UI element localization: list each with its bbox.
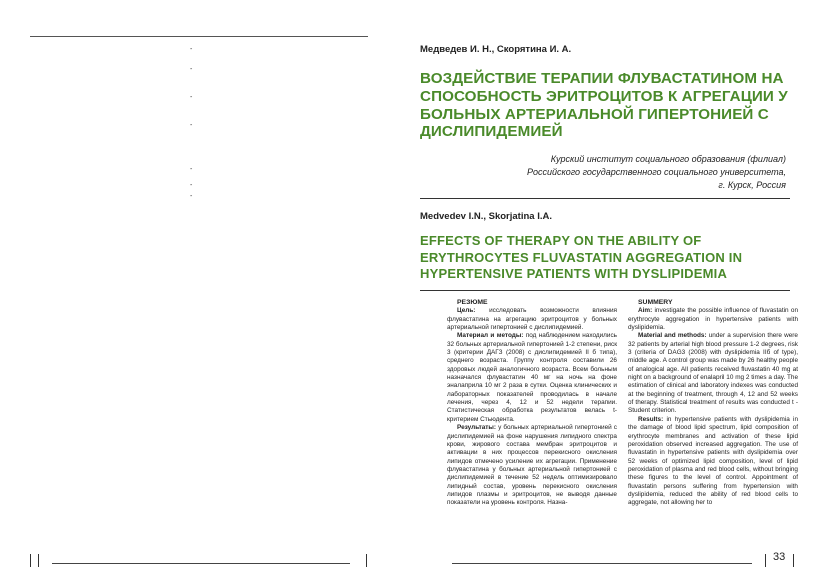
abstract-ru-column: [447, 299, 617, 508]
abstract-ru-heading: РЕЗЮМЕ: [457, 299, 488, 306]
aim-label: Цель:: [457, 307, 476, 315]
section-divider: [420, 290, 790, 291]
left-page-top-rule: [30, 36, 368, 37]
left-dash-mark: -: [190, 46, 193, 53]
abstract-en-methods: [628, 332, 798, 415]
right-footer-tick: [793, 554, 794, 567]
abstract-en-heading: SUMMERY: [638, 299, 673, 306]
affiliation-line: Российского государственного социального университета,: [527, 167, 786, 177]
results-text: у больных артериальной гипертонией с дислипидемией на фоне нарушения липидного спектра крови, жирового состава мембран эритроцитов и активации в них процессов перекисного окисления липидов отмечено усиление их агрегации. Применение флувастатина у больных артериальной гипертонией с дислипидемией в течение 52 недель оптимизировало липидный состав, уровень перекисного окисления липидов плазмы и эритроцитов, не выводя данные показатели на уровень контроля. Назна-: [447, 424, 617, 507]
methods-label: Material and methods:: [638, 332, 707, 340]
left-dash-mark: -: [190, 94, 193, 101]
abstract-en-aim: [628, 307, 798, 332]
abstract-ru-methods: [447, 332, 617, 424]
results-text: in hypertensive patients with dyslipidemia in the damage of blood lipid spectrum, lipid composition of erythrocyte membranes and activation of these lipid peroxidation observed increased aggregation. The use of fluvastatin in hypertensive patients with dyslipidemia over 52 weeks of optimized lipid composition, level of lipid peroxidation of plasma and red blood cells, without bringing these figures to the level of control. Appointment of fluvastatin persons suffering from hypertension with dyslipidemia, reduced the ability of red blood cells to aggregate, not allowing her to: [628, 415, 798, 507]
authors-ru: Медведев И. Н., Скорятина И. А.: [420, 44, 572, 55]
affiliation: [456, 153, 786, 192]
left-dash-mark: -: [190, 182, 193, 189]
left-page-footer-rule: [52, 563, 350, 564]
left-dash-mark: -: [190, 166, 193, 173]
affiliation-line: г. Курск, Россия: [718, 180, 786, 190]
left-footer-tick: [366, 554, 367, 567]
aim-text: исследовать возможности влияния флувастатина на агрегацию эритроцитов у больных артериальной гипертонией с дислипидемией.: [447, 307, 617, 332]
abstract-ru-aim: [447, 307, 617, 332]
abstract-ru-results: [447, 424, 617, 507]
abstract-en-column: [628, 299, 798, 508]
aim-text: investigate the possible influence of fluvastatin on erythrocyte aggregation in hypertensive patients with dyslipidemia.: [628, 307, 798, 332]
authors-en: Medvedev I.N., Skorjatina I.A.: [420, 211, 552, 222]
results-label: Results:: [638, 415, 664, 423]
left-dash-mark: -: [190, 122, 193, 129]
methods-label: Материал и методы:: [457, 332, 524, 340]
aim-label: Aim:: [638, 307, 653, 315]
left-dash-mark: -: [190, 66, 193, 73]
methods-text: under a supervision there were 32 patients by arterial high blood pressure 1-2 degrees, risk 3 (criteria of DAG3 (2008) with dyslipidemia IIб of type), middle age. A control group was made by 26 healthy people of analogical age. All patients received fluvastatin 40 mg at night on a background of enalapril 10 mg 2 times a day. The estimation of clinical and laboratory indexes was conducted at the beginning of treatment, through 4, 12 and 52 weeks of therapy. Statistical treatment of results was conducted t - Student criterion.: [628, 332, 798, 415]
article-title-ru: ВОЗДЕЙСТВИЕ ТЕРАПИИ ФЛУВАСТАТИНОМ НА СПОСОБНОСТЬ ЭРИТРОЦИТОВ К АГРЕГАЦИИ У БОЛЬНЫХ АРТЕРИАЛЬНОЙ ГИПЕРТОНИЕЙ С ДИСЛИПИДЕМИЕЙ: [420, 70, 788, 141]
page-number: 33: [773, 551, 786, 563]
right-footer-tick: [765, 554, 766, 567]
section-divider: [420, 198, 790, 199]
left-dash-mark: -: [190, 193, 193, 200]
right-page-footer-rule: [452, 563, 752, 564]
affiliation-line: Курский институт социального образования (филиал): [550, 154, 786, 164]
left-footer-tick: [30, 554, 31, 567]
article-title-en: EFFECTS OF THERAPY ON THE ABILITY OF ERYTHROCYTES FLUVASTATIN AGGREGATION IN HYPERTENSIVE PATIENTS WITH DYSLIPIDEMIA: [420, 233, 743, 282]
left-footer-tick: [38, 554, 39, 567]
results-label: Результаты:: [457, 424, 496, 432]
methods-text: под наблюдением находились 32 больных артериальной гипертонией 1-2 степени, риск 3 (критерии ДАГЗ (2008) с дислипидемией II б типа), среднего возраста. Группу контроля составили 26 здоровых людей аналогичного возраста. Всем больным назначался флувастатин 40 мг на ночь на фоне эналаприла 10 мг 2 раза в сутки. Оценка клинических и лабораторных показателей проводилась в начале лечения, через 4, 12 и 52 недели терапии. Статистическая обработка результатов велась t-критерием Стьюдента.: [447, 332, 617, 423]
abstract-en-results: [628, 416, 798, 508]
